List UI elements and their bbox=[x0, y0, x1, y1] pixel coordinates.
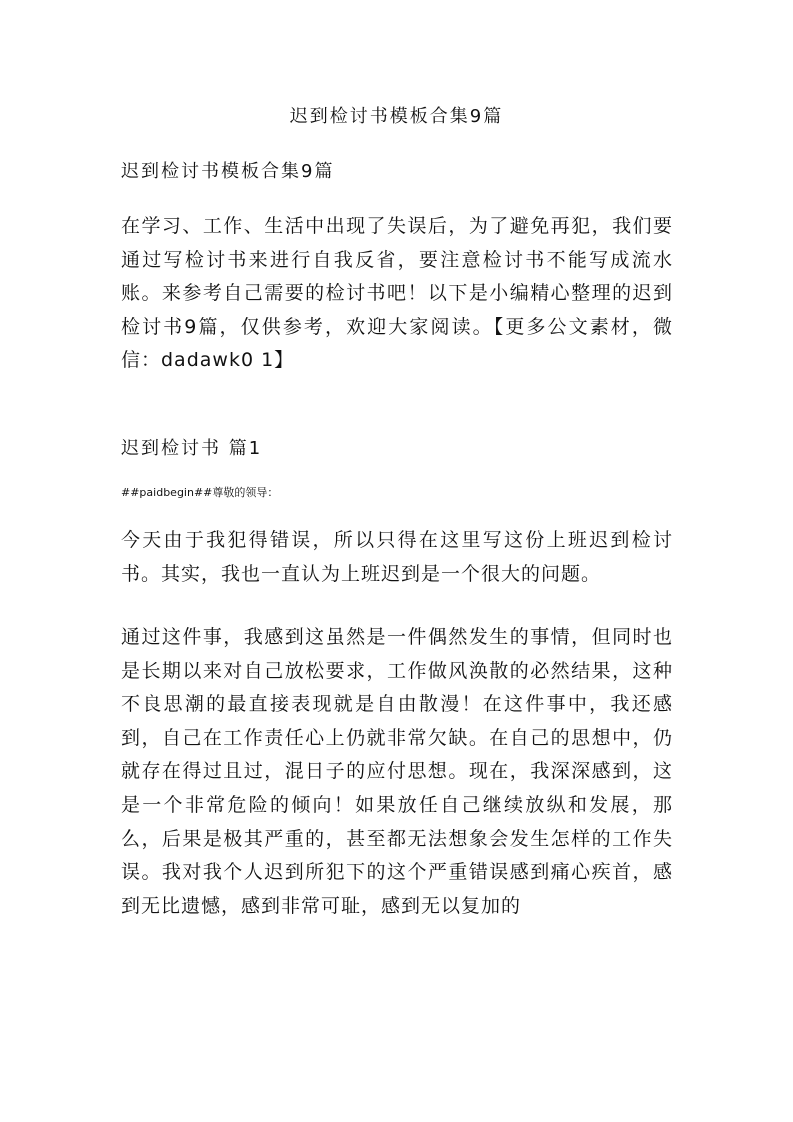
salutation-line: ##paidbegin##尊敬的领导： bbox=[121, 486, 279, 499]
document-subtitle: 迟到检讨书模板合集9篇 bbox=[121, 161, 335, 182]
intro-paragraph: 在学习、工作、生活中出现了失误后，为了避免再犯，我们要通过写检讨书来进行自我反省，要注意检讨书不能写成流水账。来参考自己需要的检讨书吧！以下是小编精心整理的迟到检讨书9篇，仅供参考，欢迎大家阅读。【更多公文素材，微信：dadawk0 1】 bbox=[121, 215, 673, 372]
section-heading: 迟到检讨书 篇1 bbox=[121, 438, 263, 459]
body-paragraph-1: 今天由于我犯得错误，所以只得在这里写这份上班迟到检讨书。其实，我也一直认为上班迟到是一个很大的问题。 bbox=[121, 529, 673, 585]
body-paragraph-2: 通过这件事，我感到这虽然是一件偶然发生的事情，但同时也是长期以来对自己放松要求，工作做风涣散的必然结果，这种不良思潮的最直接表现就是自由散漫！在这件事中，我还感到，自己在工作责任心上仍就非常欠缺。在自己的思想中，仍就存在得过且过，混日子的应付思想。现在，我深深感到，这是一个非常危险的倾向！如果放任自己继续放纵和发展，那么，后果是极其严重的，甚至都无法想象会发生怎样的工作失误。我对我个人迟到所犯下的这个严重错误感到痛心疾首，感到无比遗憾，感到非常可耻，感到无以复加的 bbox=[121, 626, 673, 917]
document-title: 迟到检讨书模板合集9篇 bbox=[289, 106, 504, 127]
